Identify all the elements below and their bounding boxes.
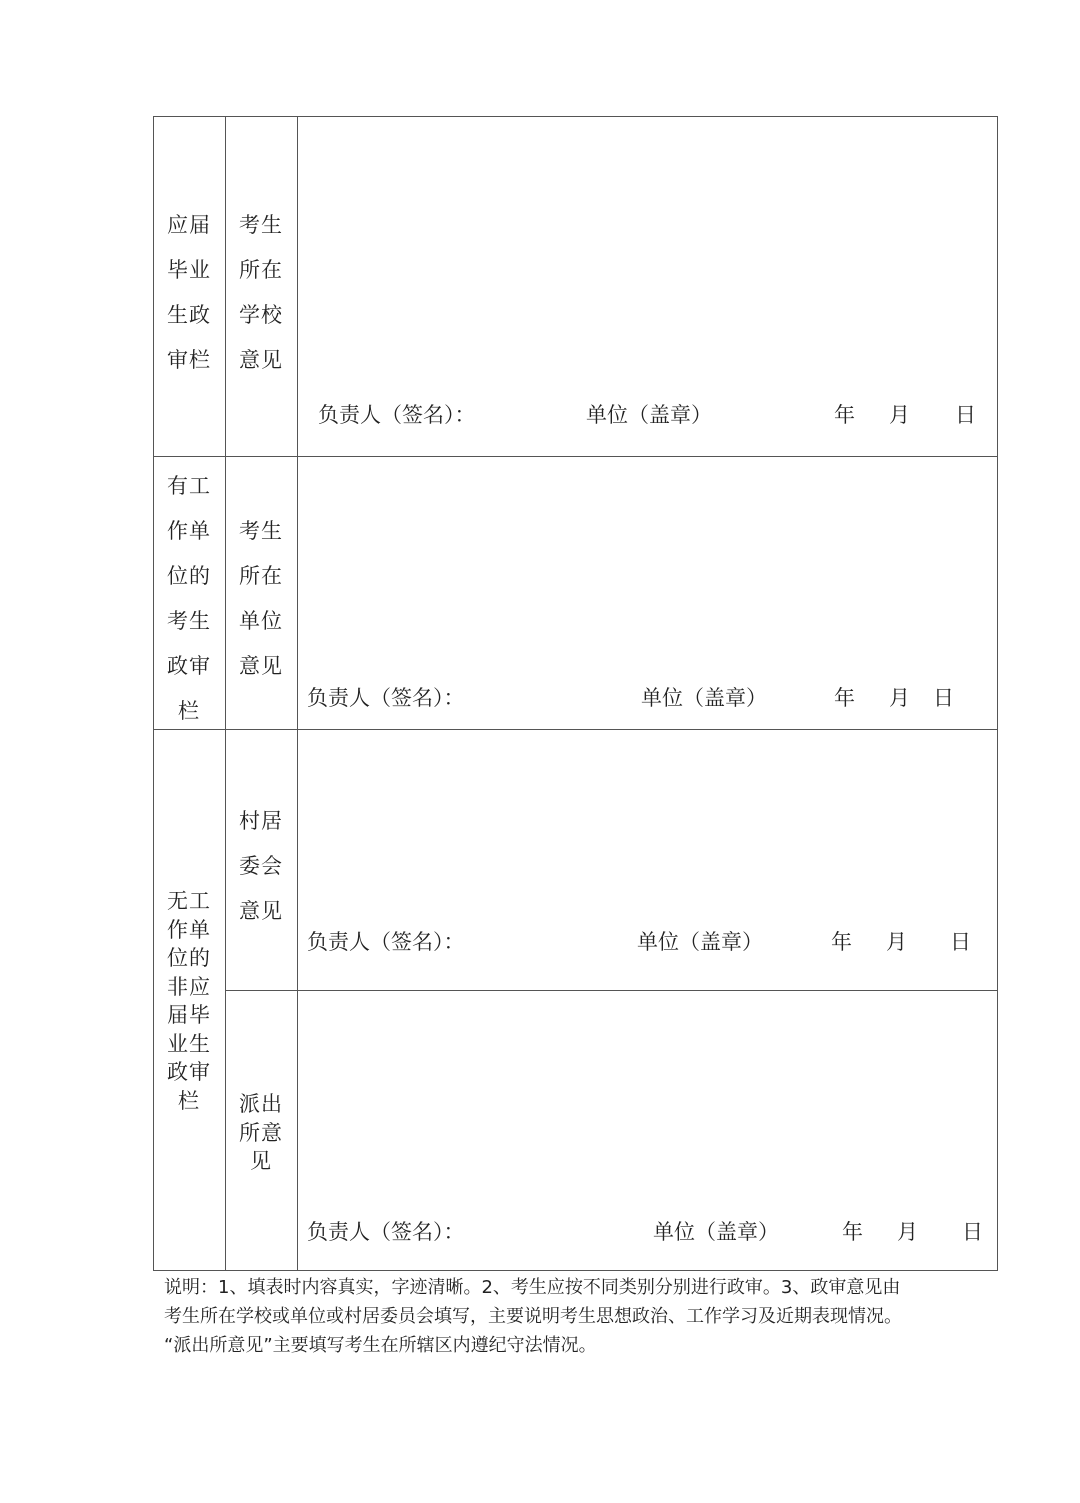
- section-3b-unit-seal[interactable]: 单位（盖章）: [653, 1220, 779, 1244]
- section-2-day: 日: [933, 686, 954, 710]
- section-3a-day: 日: [950, 930, 971, 954]
- note-line: 说明：1、填表时内容真实，字迹清晰。2、考生应按不同类别分别进行政审。3、政审意见由: [164, 1277, 901, 1298]
- section-1-opinion-label: 考生 所在 学校 意见: [239, 213, 283, 372]
- section-2-year: 年: [834, 686, 855, 710]
- section-1-year: 年: [834, 403, 855, 427]
- section-1-responsible-signature[interactable]: 负责人（签名）：: [318, 403, 476, 427]
- section-1-day: 日: [955, 403, 976, 427]
- table-left-border: [153, 116, 154, 1271]
- section-2-responsible-signature[interactable]: 负责人（签名）：: [307, 686, 465, 710]
- table-column-divider-1: [225, 116, 226, 1271]
- table-bottom-border: [153, 1270, 998, 1271]
- section-3b-day: 日: [962, 1220, 983, 1244]
- section-3b-opinion-label: 派出 所意 见: [239, 1092, 283, 1173]
- section-2-unit-seal[interactable]: 单位（盖章）: [641, 686, 767, 710]
- section-1-unit-seal[interactable]: 单位（盖章）: [586, 403, 712, 427]
- section-3a-unit-seal[interactable]: 单位（盖章）: [637, 930, 763, 954]
- table-divider-3: [225, 990, 998, 991]
- table-divider-2: [153, 729, 998, 730]
- section-1-category-label: 应届 毕业 生政 审栏: [167, 213, 211, 372]
- note-line: 考生所在学校或单位或村居委员会填写，主要说明考生思想政治、工作学习及近期表现情况。: [164, 1306, 902, 1327]
- section-3a-responsible-signature[interactable]: 负责人（签名）：: [307, 930, 465, 954]
- table-top-border: [153, 116, 998, 117]
- table-divider-1: [153, 456, 998, 457]
- section-3-category-label: 无工 作单 位的 非应 届毕 业生 政审 栏: [167, 889, 211, 1113]
- table-column-divider-2: [297, 116, 298, 1271]
- section-3b-month: 月: [897, 1220, 918, 1244]
- section-1-month: 月: [889, 403, 910, 427]
- section-2-category-label: 有工 作单 位的 考生 政审 栏: [167, 474, 211, 723]
- section-3a-month: 月: [886, 930, 907, 954]
- section-2-month: 月: [889, 686, 910, 710]
- form-notes: [164, 1273, 964, 1360]
- section-3a-year: 年: [831, 930, 852, 954]
- section-3a-opinion-label: 村居 委会 意见: [239, 809, 283, 923]
- note-line: “派出所意见”主要填写考生在所辖区内遵纪守法情况。: [164, 1335, 597, 1356]
- section-3b-responsible-signature[interactable]: 负责人（签名）：: [307, 1220, 465, 1244]
- section-2-opinion-label: 考生 所在 单位 意见: [239, 519, 283, 678]
- section-3b-year: 年: [842, 1220, 863, 1244]
- table-right-border: [997, 116, 998, 1271]
